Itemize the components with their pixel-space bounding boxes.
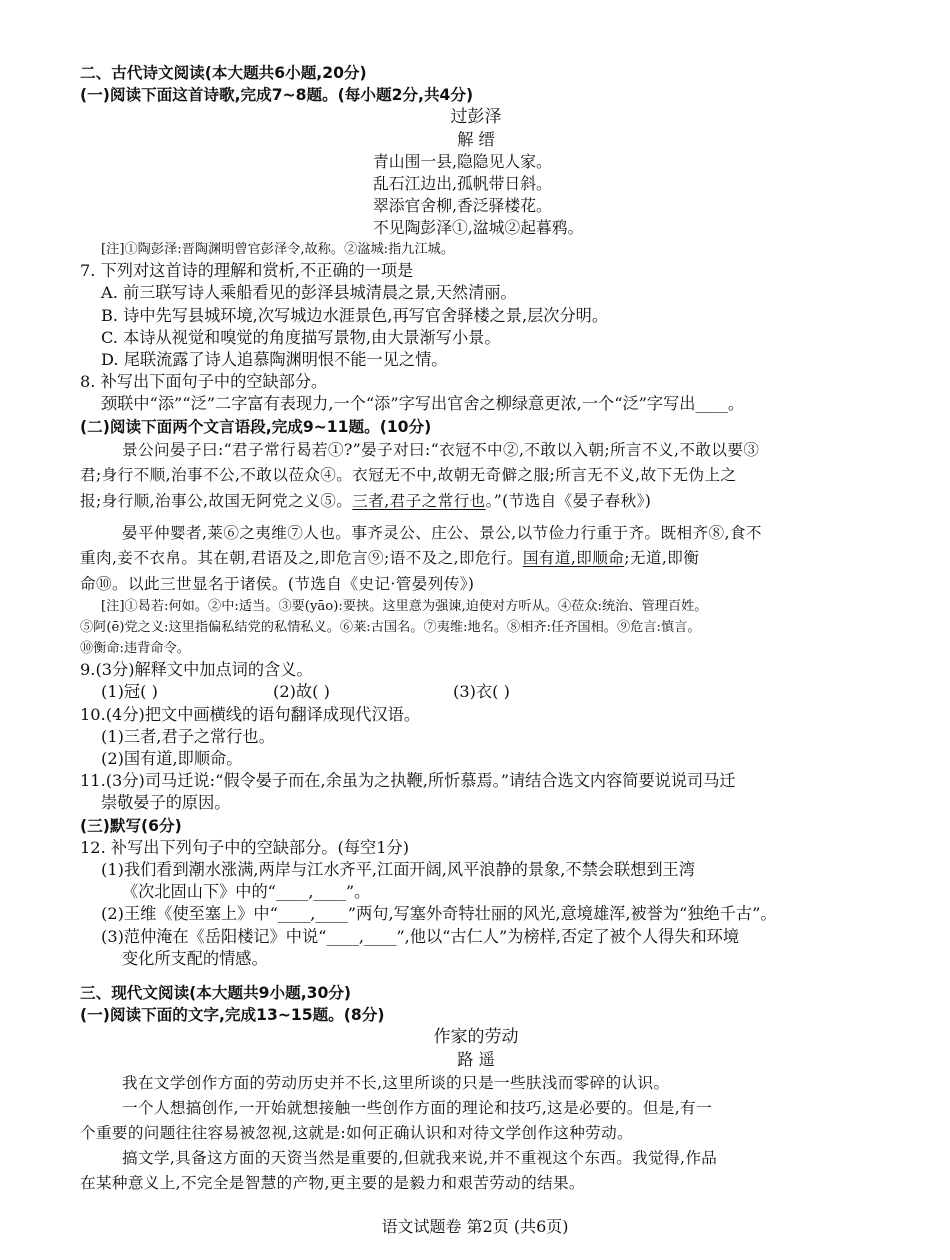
section-3-heading: 三、现代文阅读(本大题共9小题,30分): [80, 984, 352, 1003]
passage-2-line: [80, 546, 872, 572]
poem-line: 乱石江边出,孤帆带日斜。: [373, 174, 552, 194]
question-9-items: [80, 681, 872, 703]
underlined-sentence: 国有道,即顺命: [522, 549, 625, 568]
q12-item-cont: 变化所支配的情感。: [122, 948, 268, 968]
passage-text: ;无道,即衡: [624, 549, 700, 568]
passage-text: 重肉,妾不衣帛。其在朝,君语及之,即危言⑨;语不及之,即危行。: [80, 549, 523, 568]
poem-line: 不见陶彭泽①,湓城②起暮鸦。: [373, 218, 584, 238]
poem-author: 解 缙: [457, 129, 495, 149]
question-10: 10.(4分)把文中画横线的语句翻译成现代汉语。: [80, 704, 421, 724]
q10-item: (1)三者,君子之常行也。: [101, 726, 275, 746]
passage-1-line: 君;身行不顺,治事不公,不敢以莅众④。衣冠无不中,故朝无奇僻之服;所言无不义,故下无伪上之: [80, 466, 737, 485]
passage-1-line: [80, 489, 872, 515]
article-author: 路 遥: [457, 1049, 495, 1069]
passage-2-line: 命⑩。以此三世显名于诸侯。(节选自《史记·管晏列传》): [80, 574, 475, 593]
passage-2-line: 晏平仲婴者,莱⑥之夷维⑦人也。事齐灵公、庄公、景公,以节俭力行重于齐。既相齐⑧,食不: [122, 523, 762, 542]
question-11-cont: 崇敬晏子的原因。: [101, 793, 231, 813]
passage-note: [注]①曷若:何如。②中:适当。③要(yāo):要挟。这里意为强谏,迫使对方听从。④莅众:统治、管理百姓。: [101, 599, 708, 615]
article-paragraph-cont: 个重要的问题往往容易被忽视,这就是:如何正确认识和对待文学创作这种劳动。: [80, 1123, 633, 1142]
passage-text: 报;身行顺,治事公,故国无阿党之义⑤。: [80, 492, 353, 511]
q9-item: (3)衣( ): [453, 682, 510, 702]
question-7: 7. 下列对这首诗的理解和赏析,不正确的一项是: [80, 261, 414, 281]
passage-text: 。”(节选自《晏子春秋》): [485, 492, 652, 511]
question-12: 12. 补写出下列句子中的空缺部分。(每空1分): [80, 837, 410, 857]
article-paragraph: 我在文学创作方面的劳动历史并不长,这里所谈的只是一些肤浅而零碎的认识。: [122, 1073, 670, 1092]
poem-note: [注]①陶彭泽:晋陶渊明曾官彭泽令,故称。②湓城:指九江城。: [101, 241, 455, 257]
question-11: 11.(3分)司马迁说:“假令晏子而在,余虽为之执鞭,所忻慕焉。”请结合选文内容简要说说司马迁: [80, 771, 736, 791]
section-2-heading: 二、古代诗文阅读(本大题共6小题,20分): [80, 64, 367, 82]
article-paragraph: 搞文学,具备这方面的天资当然是重要的,但就我来说,并不重视这个东西。我觉得,作品: [122, 1148, 718, 1167]
subsection-modern-heading: (一)阅读下面的文字,完成13~15题。(8分): [80, 1006, 385, 1025]
option-c: C. 本诗从视觉和嗅觉的角度描写景物,由大景渐写小景。: [101, 327, 501, 347]
underlined-sentence: 三者,君子之常行也: [352, 492, 486, 511]
q12-item: (1)我们看到潮水涨满,两岸与江水齐平,江面开阔,风平浪静的景象,不禁会联想到王湾: [101, 860, 695, 880]
poem-title: 过彭泽: [450, 107, 502, 128]
q10-item: (2)国有道,即顺命。: [101, 749, 243, 768]
q9-item: (2)故( ): [273, 682, 330, 702]
page-footer: 语文试题卷 第2页 (共6页): [381, 1217, 569, 1236]
question-8-blank-line: 颈联中“添”“泛”二字富有表现力,一个“添”字写出官舍之柳绿意更浓,一个“泛”字写出____。: [101, 394, 745, 414]
subsection-dictation-heading: (三)默写(6分): [80, 816, 182, 835]
article-title: 作家的劳动: [433, 1027, 519, 1048]
poem-line: 翠添官舍柳,香泛驿楼花。: [373, 196, 552, 216]
article-paragraph-cont: 在某种意义上,不完全是智慧的产物,更主要的是毅力和艰苦劳动的结果。: [80, 1173, 585, 1192]
passage-note: ⑩衡命:违背命令。: [80, 640, 190, 656]
article-paragraph: 一个人想搞创作,一开始就想接触一些创作方面的理论和技巧,这是必要的。但是,有一: [122, 1098, 712, 1117]
option-d: D. 尾联流露了诗人追慕陶渊明恨不能一见之情。: [101, 350, 448, 370]
option-a: A. 前三联写诗人乘船看见的彭泽县城清晨之景,天然清丽。: [101, 283, 517, 303]
q12-item: (3)范仲淹在《岳阳楼记》中说“____,____”,他以“古仁人”为榜样,否定了被个人得失和环境: [101, 926, 740, 946]
q12-item-cont: 《次北固山下》中的“____,____”。: [122, 882, 371, 902]
question-8: 8. 补写出下面句子中的空缺部分。: [80, 372, 328, 392]
exam-page: [80, 62, 872, 1196]
subsection-poem-heading: (一)阅读下面这首诗歌,完成7~8题。(每小题2分,共4分): [80, 86, 474, 105]
subsection-classical-heading: (二)阅读下面两个文言语段,完成9~11题。(10分): [80, 417, 432, 436]
passage-note: ⑤阿(ē)党之义:这里指偏私结党的私情私义。⑥莱:古国名。⑦夷维:地名。⑧相齐:任齐国相。⑨危言:慎言。: [80, 620, 701, 635]
passage-1-line: 景公问晏子曰:“君子常行曷若①?”晏子对曰:“衣冠不中②,不敢以入朝;所言不义,不敢以要③: [122, 440, 760, 459]
question-9: 9.(3分)解释文中加点词的含义。: [80, 660, 313, 680]
option-b: B. 诗中先写县城环境,次写城边水涯景色,再写官舍驿楼之景,层次分明。: [101, 305, 609, 325]
poem-line: 青山围一县,隐隐见人家。: [373, 151, 552, 171]
q12-item: (2)王维《使至塞上》中“____,____”两句,写塞外奇特壮丽的风光,意境雄浑,被誉为“独绝千古”。: [101, 904, 777, 924]
q9-item: (1)冠( ): [101, 682, 158, 702]
